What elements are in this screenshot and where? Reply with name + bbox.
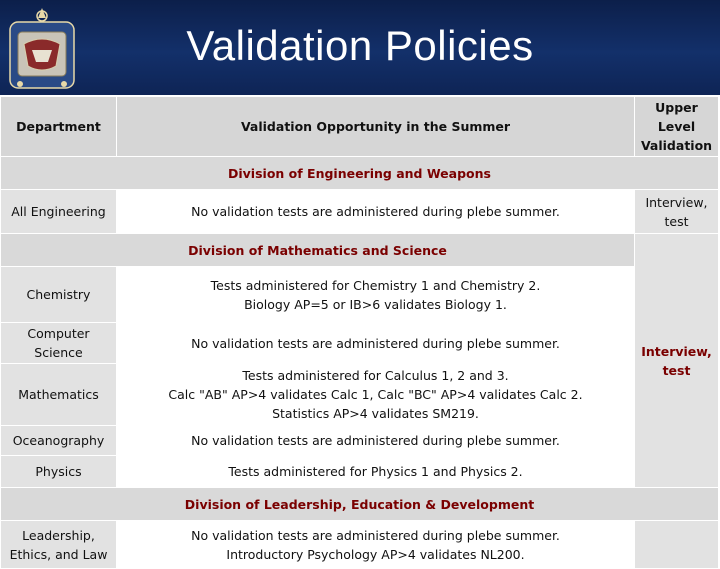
table-row <box>1 190 719 234</box>
department-cell: Physics <box>1 456 117 488</box>
department-cell: Computer Science <box>1 323 117 364</box>
opportunity-cell: Tests administered for Calculus 1, 2 and 3. Calc "AB" AP>4 validates Calc 1, Calc "BC" AP>4 validates Calc 2. Statistics AP>4 validates SM219. <box>117 364 635 426</box>
opportunity-column-header: Validation Opportunity in the Summer <box>117 97 635 157</box>
table-row <box>1 267 719 323</box>
department-cell: Leadership, Ethics, and Law <box>1 521 117 569</box>
page-title: Validation Policies <box>186 22 534 69</box>
table-row <box>1 364 719 426</box>
department-column-header: Department <box>1 97 117 157</box>
division-row-leadership <box>1 488 719 521</box>
division-label: Division of Engineering and Weapons <box>1 157 719 190</box>
table-row <box>1 426 719 456</box>
department-cell: Chemistry <box>1 267 117 323</box>
table-row <box>1 456 719 488</box>
opportunity-cell: No validation tests are administered during plebe summer. <box>117 323 635 364</box>
division-label: Division of Leadership, Education & Development <box>1 488 719 521</box>
opportunity-cell: No validation tests are administered during plebe summer. <box>117 426 635 456</box>
opportunity-cell: No validation tests are administered during plebe summer. Introductory Psychology AP>4 validates NL200. <box>117 521 635 569</box>
opportunity-cell: No validation tests are administered during plebe summer. <box>117 190 635 234</box>
upper-level-column-header: Upper Level Validation <box>635 97 719 157</box>
upper-level-cell-math-science: Interview, test <box>635 234 719 488</box>
table-row <box>1 521 719 569</box>
department-cell: Oceanography <box>1 426 117 456</box>
validation-policies-table <box>0 96 719 569</box>
division-row-engineering <box>1 157 719 190</box>
upper-level-cell: Interview, test <box>635 190 719 234</box>
upper-level-cell <box>635 521 719 569</box>
table-row <box>1 323 719 364</box>
opportunity-cell: Tests administered for Chemistry 1 and Chemistry 2. Biology AP=5 or IB>6 validates Biology 1. <box>117 267 635 323</box>
department-cell: All Engineering <box>1 190 117 234</box>
opportunity-cell: Tests administered for Physics 1 and Physics 2. <box>117 456 635 488</box>
division-row-math-science <box>1 234 719 267</box>
division-label: Division of Mathematics and Science <box>1 234 635 267</box>
slide-header <box>0 0 720 95</box>
department-cell: Mathematics <box>1 364 117 426</box>
table-header-row <box>1 97 719 157</box>
